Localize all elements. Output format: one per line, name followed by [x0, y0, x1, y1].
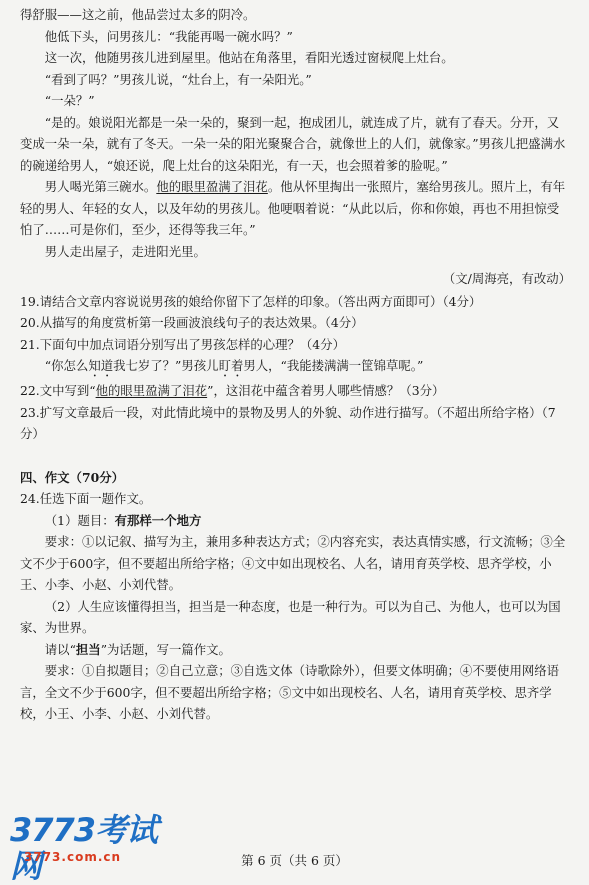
topic-1: [20, 510, 571, 532]
topic-2-instruction: [20, 639, 571, 661]
underlined-sentence: 他的眼里盈满了泪花: [156, 179, 268, 194]
topic-1-label: （1）题目：: [44, 512, 115, 528]
watermark-url: 3773.com.cn: [24, 850, 122, 864]
topic-1-title: 有那样一个地方: [114, 512, 202, 528]
question-19: 19.请结合文章内容说说男孩的娘给你留下了怎样的印象。（答出两方面即可）（4分）: [20, 293, 482, 309]
topic-1-requirements: 要求：①以记叙、描写为主，兼用多种表达方式；②内容充实，表达真情实感，行文流畅；③全文不少于600字，但不要超出所给字格；④文中如出现校名、人名，请用育英学校、思齐学校，小王、小李、小赵、小刘代替。: [20, 534, 566, 592]
q21-quote-part-b: 我七岁了？”男孩儿: [113, 358, 219, 373]
story-paragraph-2: 他低下头，问男孩儿：“我能再喝一碗水吗？”: [44, 28, 293, 44]
question-21: 21.下面句中加点词语分别写出了男孩怎样的心理？（4分）: [20, 336, 345, 352]
story-paragraph-8: 男人走出屋子，走进阳光里。: [44, 243, 206, 259]
q21-quote-part-a: “你怎么: [44, 358, 89, 373]
story-paragraph-6: “是的。娘说阳光都是一朵一朵的，聚到一起，抱成团儿，就连成了片，就有了春天。分开，又变成一朵一朵，就有了冬天。一朵一朵的阳光聚聚合合，就像世上的人们，就像家。”男孩儿把盛满水的碗递给男人，“娘还说，爬上灶台的这朵阳光，有一天，也会照着爹的脸呢。”: [20, 114, 566, 173]
topic-2-keyword: 担当: [75, 641, 101, 657]
story-paragraph-5: “一朵？”: [44, 93, 95, 108]
story-paragraph-4: “看到了吗？”男孩儿说，“灶台上，有一朵阳光。”: [44, 71, 312, 87]
story-paragraph-1: 得舒服——这之前，他品尝过太多的阴冷。: [20, 7, 256, 22]
topic-2-pre: 请以“: [44, 641, 76, 657]
topic-2-post: ”为话题，写一篇作文。: [100, 641, 231, 657]
question-21-quote: [20, 355, 571, 380]
dotted-word-dingzhe: 盯着: [218, 358, 244, 373]
q22-post: ”，这泪花中蕴含着男人哪些情感？（3分）: [207, 383, 445, 398]
story-paragraph-7: [20, 176, 571, 241]
q21-quote-part-c: 男人，“我能搂满满一筐锦草呢。”: [243, 358, 424, 373]
dotted-word-zhidao: 知道: [88, 358, 114, 373]
page-footer: 第 6 页（共 6 页）: [241, 853, 348, 868]
story-paragraph-3: 这一次，他随男孩儿进到屋里。他站在角落里，看阳光透过窗棂爬上灶台。: [44, 50, 454, 65]
q22-underlined: 他的眼里盈满了泪花: [95, 383, 208, 398]
section-title-composition: 四、作文（70分）: [20, 469, 124, 485]
story-source: （文/周海亮，有改动）: [442, 271, 571, 286]
question-22: [20, 380, 571, 402]
topic-2-requirements: 要求：①自拟题目；②自己立意；③自选文体（诗歌除外），但要文体明确；④不要使用网络语言，全文不少于600字，但不要超出所给字格；⑤文中如出现校名、人名，请用育英学校、思齐学校，小王、小李、小赵、小刘代替。: [20, 663, 560, 721]
story-p7-pre: 男人喝光第三碗水。: [44, 179, 157, 194]
topic-2-text: （2）人生应该懂得担当，担当是一种态度，也是一种行为。可以为自己、为他人，也可以为国家、为世界。: [20, 598, 561, 635]
q22-pre: 22.文中写到“: [20, 383, 96, 398]
question-23: 23.扩写文章最后一段，对此情此境中的景物及男人的外貌、动作进行描写。（不超出所给字格）（7分）: [20, 404, 556, 441]
watermark-brand: 3773考试网: [10, 811, 158, 885]
question-24: 24.任选下面一题作文。: [20, 491, 152, 506]
story-p7-post: 。他从怀里掏出一张照片，塞给男孩儿。照片上，有年轻的男人、年轻的女人，以及年幼的男孩儿。他哽咽着说：“从此以后，你和你娘，再也不用担惊受怕了……可是你们，至少，还得等我三年。”: [20, 179, 566, 237]
question-20: 20.从描写的角度赏析第一段画波浪线句子的表达效果。（4分）: [20, 315, 364, 330]
